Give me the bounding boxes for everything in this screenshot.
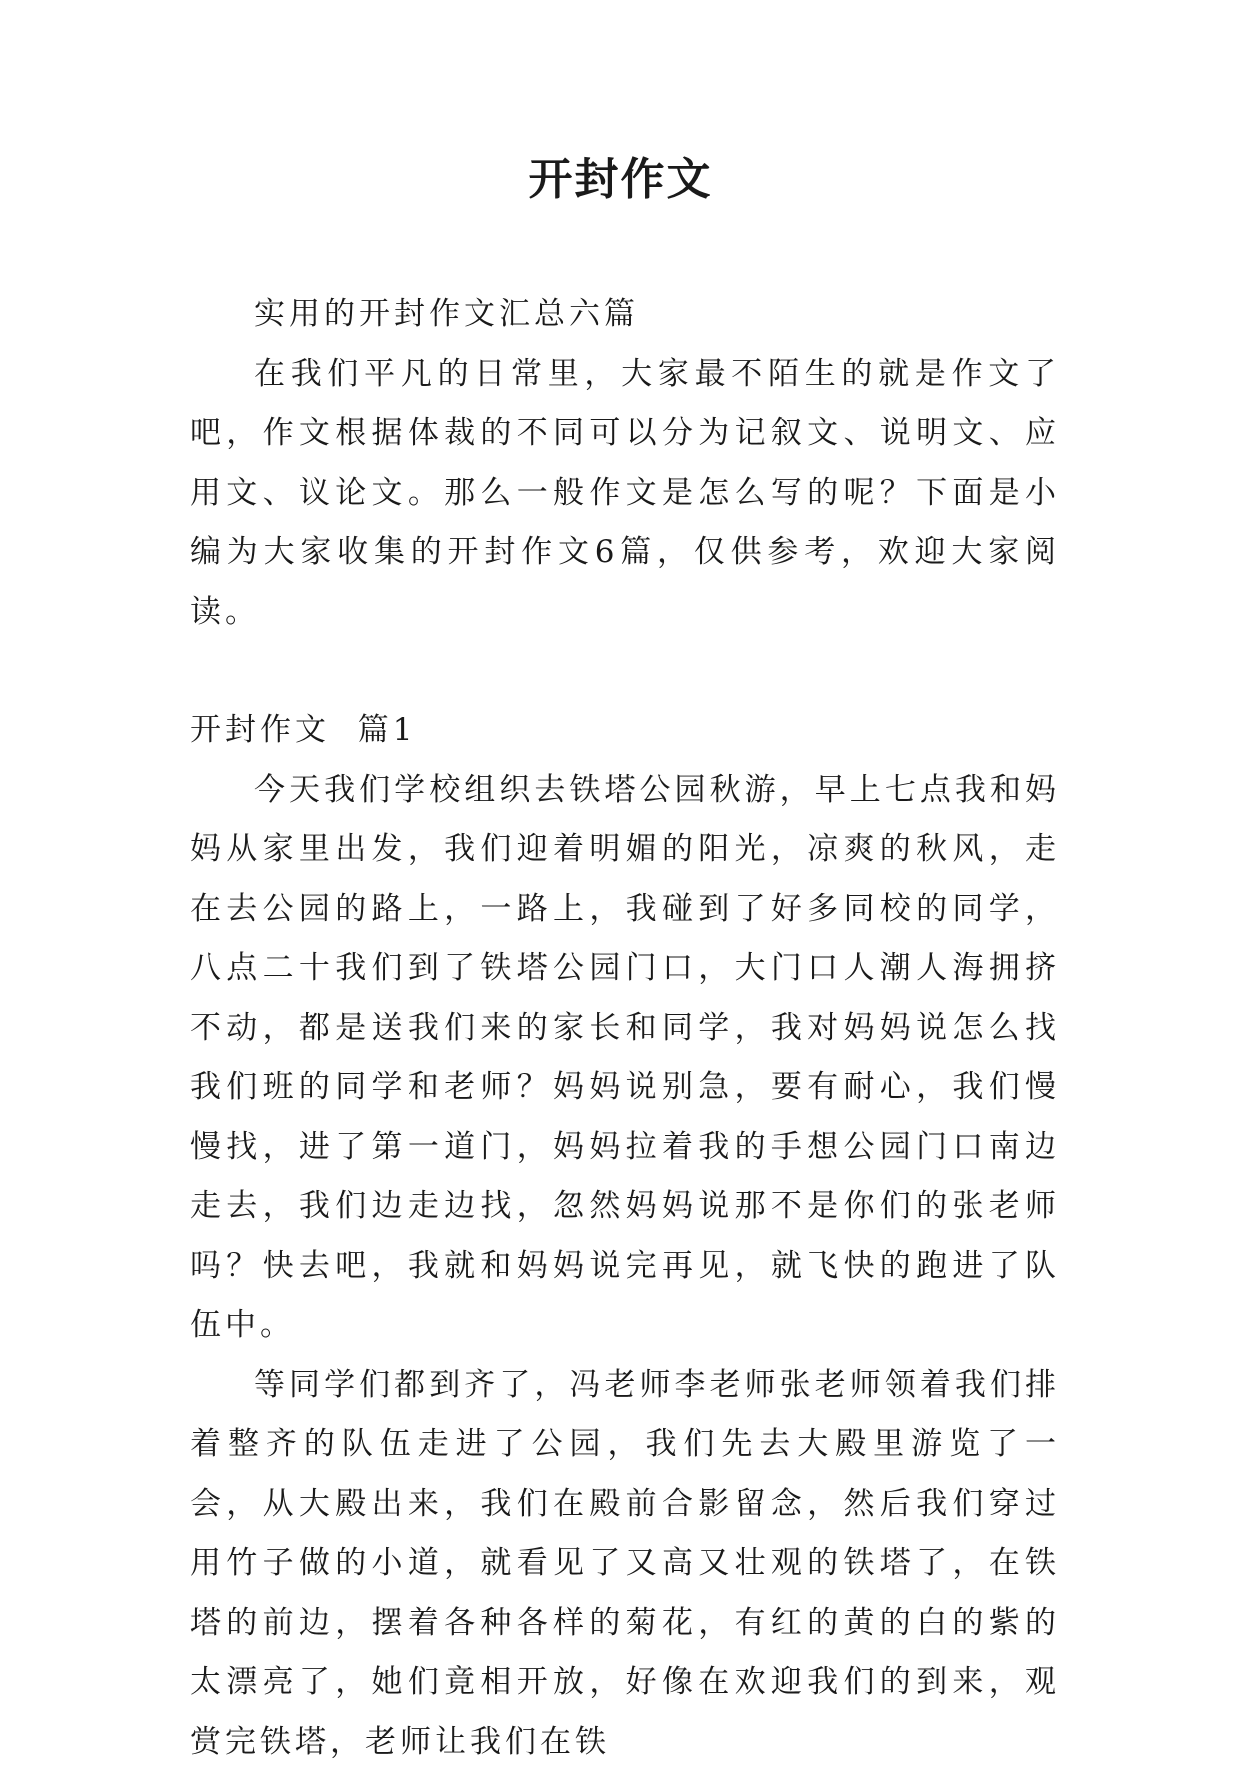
section-heading: 开封作文 篇1 [190, 701, 1060, 761]
section-spacer [190, 642, 1060, 701]
document-body [190, 285, 1060, 1772]
document-title: 开封作文 [0, 150, 1241, 210]
intro-paragraph: 在我们平凡的日常里，大家最不陌生的就是作文了吧，作文根据体裁的不同可以分为记叙文、说明文、应用文、议论文。那么一般作文是怎么写的呢？下面是小编为大家收集的开封作文6篇，仅供参考，欢迎大家阅读。 [190, 345, 1060, 643]
body-paragraph-1: 今天我们学校组织去铁塔公园秋游，早上七点我和妈妈从家里出发，我们迎着明媚的阳光，凉爽的秋风，走在去公园的路上，一路上，我碰到了好多同校的同学，八点二十我们到了铁塔公园门口，大门口人潮人海拥挤不动，都是送我们来的家长和同学，我对妈妈说怎么找我们班的同学和老师？妈妈说别急，要有耐心，我们慢慢找，进了第一道门，妈妈拉着我的手想公园门口南边走去，我们边走边找，忽然妈妈说那不是你们的张老师吗？快去吧，我就和妈妈说完再见，就飞快的跑进了队伍中。 [190, 761, 1060, 1356]
document-subtitle: 实用的开封作文汇总六篇 [190, 285, 1060, 345]
body-paragraph-2: 等同学们都到齐了，冯老师李老师张老师领着我们排着整齐的队伍走进了公园，我们先去大殿里游览了一会，从大殿出来，我们在殿前合影留念，然后我们穿过用竹子做的小道，就看见了又高又壮观的铁塔了，在铁塔的前边，摆着各种各样的菊花，有红的黄的白的紫的太漂亮了，她们竟相开放，好像在欢迎我们的到来，观赏完铁塔，老师让我们在铁 [190, 1356, 1060, 1772]
